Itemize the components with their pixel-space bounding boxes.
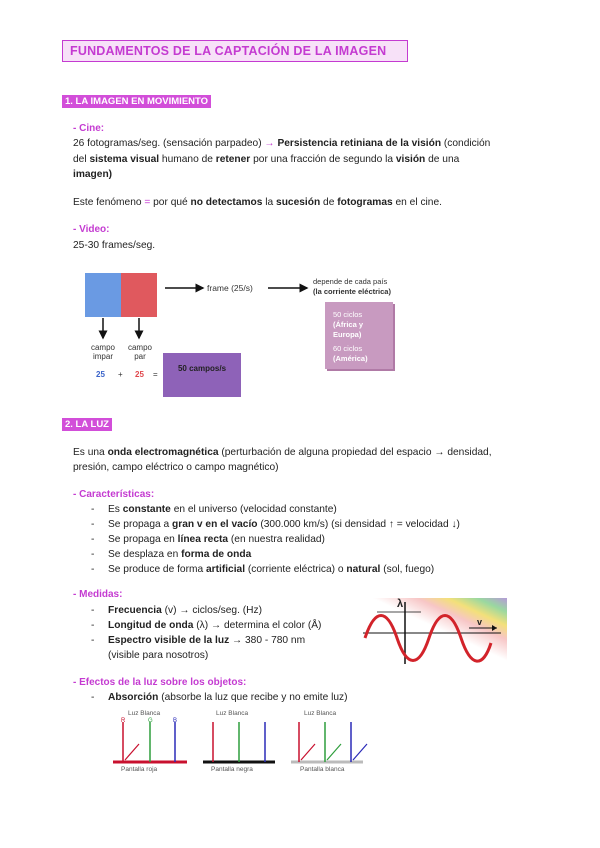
efe-text-1: Absorción (absorbe la luz que recibe y no emite luz): [108, 692, 348, 703]
wave-lambda: λ: [397, 598, 404, 610]
n25-par: 25: [135, 370, 144, 379]
corriente-label: (la corriente eléctrica): [313, 287, 391, 296]
luz-def-line-2: presión, campo eléctrico o campo magnético): [73, 462, 279, 473]
section-2-heading: 2. LA LUZ: [62, 418, 112, 431]
plus-sign: +: [118, 370, 123, 379]
med-text-3: Espectro visible de la luz → 380 - 780 nm: [108, 635, 306, 646]
car-item-4: -: [91, 549, 95, 560]
d2-bottom: Pantalla negra: [211, 766, 253, 773]
cine-label: - Cine:: [73, 123, 105, 134]
campo-impar-label: campo impar: [90, 343, 115, 361]
depende-label: depende de cada país: [313, 277, 388, 286]
equals-sign: =: [153, 370, 158, 379]
car-item-1: -: [91, 504, 95, 515]
efectos-label: - Efectos de la luz sobre los objetos:: [73, 677, 247, 688]
car-text-4: Se desplaza en forma de onda: [108, 549, 252, 560]
result-box: [163, 353, 241, 397]
d3-title: Luz Blanca: [304, 710, 337, 717]
medidas-label: - Medidas:: [73, 589, 123, 600]
wave-diagram: [357, 598, 507, 668]
page-title: FUNDAMENTOS DE LA CAPTACIÓN DE LA IMAGEN: [70, 44, 387, 58]
cine-line-3: imagen): [73, 169, 113, 180]
car-text-3: Se propaga en línea recta (en nuestra realidad): [108, 534, 325, 545]
car-item-3: -: [91, 534, 95, 545]
fenomeno-line: Este fenómeno = por qué no detectamos la sucesión de fotogramas en el cine.: [73, 197, 442, 208]
med-item-3: -: [91, 635, 95, 646]
med-text-2: Longitud de onda (λ) → determina el color (Å): [108, 620, 322, 631]
d1-title: Luz Blanca: [128, 710, 161, 717]
note-60-regions: (América): [333, 354, 368, 363]
cine-line-1: 26 fotogramas/seg. (sensación parpadeo) → Persistencia retiniana de la visión (condición: [73, 138, 491, 149]
note-50: 50 ciclos: [333, 310, 363, 319]
frame-label: frame (25/s): [207, 283, 253, 293]
section-1-heading: 1. LA IMAGEN EN MOVIMIENTO: [62, 95, 211, 108]
car-text-5: Se produce de forma artificial (corriente eléctrica) o natural (sol, fuego): [108, 564, 435, 575]
cine-line-2: del sistema visual humano de retener por una fracción de segundo la visión de una: [73, 154, 460, 165]
car-text-2: Se propaga a gran v en el vacío (300.000 km/s) (si densidad ↑ = velocidad ↓): [108, 519, 460, 530]
med-item-1: -: [91, 605, 95, 616]
campo-par-label: campo par: [127, 343, 152, 361]
efe-item-1: -: [91, 692, 95, 703]
med-text-3b: (visible para nosotros): [108, 650, 209, 661]
video-text: 25-30 frames/seg.: [73, 240, 156, 251]
car-item-5: -: [91, 564, 95, 575]
d1-bottom: Pantalla roja: [121, 766, 158, 773]
caracteristicas-label: - Características:: [73, 489, 155, 500]
med-item-2: -: [91, 620, 95, 631]
note-50-regions: (África y Europa): [333, 320, 364, 339]
d1-r: R: [121, 718, 126, 724]
car-text-1: Es constante en el universo (velocidad constante): [108, 504, 337, 515]
n25-impar: 25: [96, 370, 105, 379]
video-label: - Video:: [73, 224, 110, 235]
d1-b: B: [173, 718, 178, 724]
d1-g: G: [148, 718, 153, 724]
med-text-1: Frecuencia (v) → ciclos/seg. (Hz): [108, 605, 262, 616]
d3-bottom: Pantalla blanca: [300, 766, 345, 773]
result-text: 50 campos/s: [177, 364, 227, 373]
car-item-2: -: [91, 519, 95, 530]
note-60: 60 ciclos: [333, 344, 363, 353]
luz-def-line-1: Es una onda electromagnética (perturbación de alguna propiedad del espacio → densidad,: [73, 447, 492, 458]
wave-v: v: [477, 617, 483, 627]
d2-title: Luz Blanca: [216, 710, 249, 717]
